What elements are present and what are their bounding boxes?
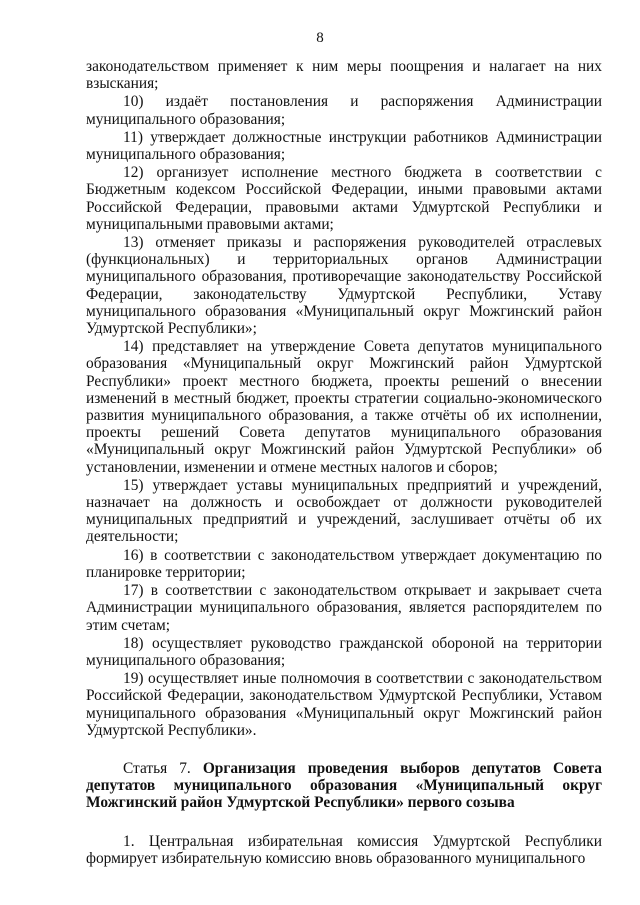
list-item-19: 19) осуществляет иные полномочия в соответствии с законодательством Российской Федерации, законодательством Удмуртской Республики, Уставом муниципального образования «Муниципальный округ Можгинский район Удмуртской Республики».: [86, 670, 602, 739]
list-item-18: 18) осуществляет руководство гражданской обороной на территории муниципального образования;: [86, 634, 602, 669]
list-item-13: 13) отменяет приказы и распоряжения руководителей отраслевых (функциональных) и территориальных органов Администрации муниципального образования, противоречащие законодательству Российской Федерации, законодательству Удмуртской Республики, Уставу муниципального образования «Муниципальный округ Можгинский район Удмуртской Республики»;: [86, 234, 602, 338]
article-title: Организация проведения выборов депутатов Совета депутатов муниципального образования «Муниципальный округ Можгинский район Удмуртской Республики» первого созыва: [86, 759, 603, 812]
page-number: 8: [316, 30, 324, 46]
list-item-15: 15) утверждает уставы муниципальных предприятий и учреждений, назначает на должность и освобождает от должности руководителей муниципальных предприятий и учреждений, заслушивает отчёты об их деятельности;: [86, 476, 602, 546]
list-item-17: 17) в соответствии с законодательством открывает и закрывает счета Администрации муниципального образования, является распорядителем по этим счетам;: [86, 582, 602, 634]
article-label: Статья 7.: [123, 759, 191, 777]
article-paragraph-1: 1. Центральная избирательная комиссия Удмуртской Республики формирует избирательную комиссию вновь образованного муниципального: [86, 832, 602, 867]
article-heading: [86, 760, 602, 812]
paragraph-continuation: законодательством применяет к ним меры поощрения и налагает на них взыскания;: [86, 58, 602, 93]
list-item-12: 12) организует исполнение местного бюджета в соответствии с Бюджетным кодексом Российской Федерации, иными правовыми актами Российской Федерации, правовыми актами Удмуртской Республики и муниципальными правовыми актами;: [86, 164, 602, 233]
document-body: [86, 58, 602, 868]
list-item-10: 10) издаёт постановления и распоряжения Администрации муниципального образования;: [86, 93, 602, 128]
list-item-16: 16) в соответствии с законодательством утверждает документацию по планировке территории;: [86, 546, 602, 581]
list-item-14: 14) представляет на утверждение Совета депутатов муниципального образования «Муниципальный округ Можгинский район Удмуртской Республики» проект местного бюджета, проекты решений о внесении изменений в местный бюджет, проекты стратегии социально-экономического развития муниципального образования, а также отчёты об их исполнении, проекты решений Совета депутатов муниципального образования «Муниципальный округ Можгинский район Удмуртской Республики» об установлении, изменении и отмене местных налогов и сборов;: [86, 338, 602, 476]
list-item-11: 11) утверждает должностные инструкции работников Администрации муниципального образования;: [86, 128, 602, 164]
